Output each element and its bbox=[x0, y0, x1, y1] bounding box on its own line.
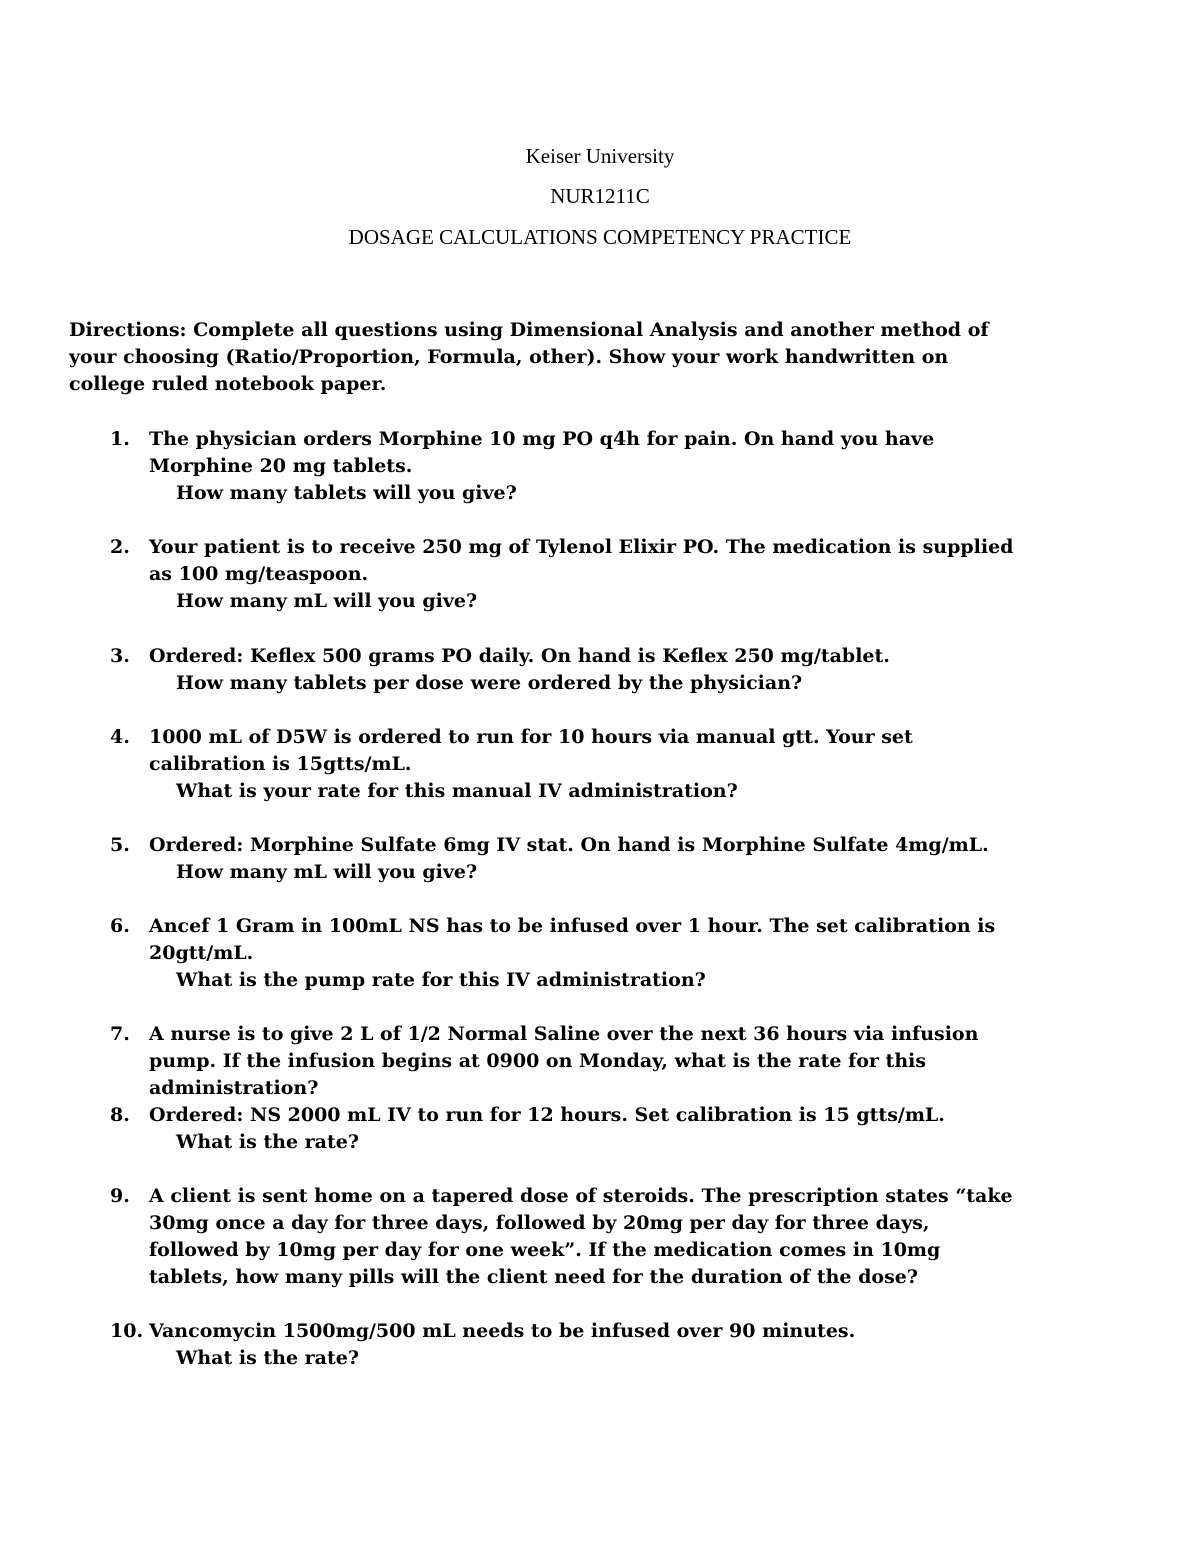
question-text: The physician orders Morphine 10 mg PO q4h for pain. On hand you have Morphine 20 mg tablets. bbox=[149, 428, 935, 477]
question-number: 3. bbox=[110, 645, 130, 667]
question-item bbox=[110, 426, 1030, 507]
question-text: Your patient is to receive 250 mg of Tylenol Elixir PO. The medication is supplied as 100 mg/teaspoon. bbox=[149, 536, 1014, 585]
question-number: 4. bbox=[110, 726, 130, 748]
question-subtext: What is the rate? bbox=[176, 1347, 359, 1369]
document-title: DOSAGE CALCULATIONS COMPETENCY PRACTICE bbox=[348, 225, 852, 249]
question-subtext: How many mL will you give? bbox=[176, 590, 478, 612]
question-number: 5. bbox=[110, 834, 130, 856]
question-number: 1. bbox=[110, 428, 130, 450]
question-item bbox=[110, 1102, 1030, 1156]
question-item bbox=[110, 832, 1030, 886]
question-item bbox=[110, 1318, 1030, 1372]
question-subtext: What is your rate for this manual IV administration? bbox=[176, 780, 738, 802]
question-text: Ordered: Keflex 500 grams PO daily. On hand is Keflex 250 mg/tablet. bbox=[149, 645, 890, 667]
question-text: Ancef 1 Gram in 100mL NS has to be infused over 1 hour. The set calibration is 20gtt/mL. bbox=[149, 915, 996, 964]
question-text: A nurse is to give 2 L of 1/2 Normal Saline over the next 36 hours via infusion pump. If the infusion begins at 0900 on Monday, what is the rate for this administration? bbox=[149, 1023, 979, 1099]
question-item bbox=[110, 534, 1030, 615]
question-number: 10. bbox=[110, 1320, 144, 1342]
question-number: 8. bbox=[110, 1104, 130, 1126]
question-text: 1000 mL of D5W is ordered to run for 10 hours via manual gtt. Your set calibration is 15gtts/mL. bbox=[149, 726, 913, 775]
question-item bbox=[110, 913, 1030, 994]
question-text: A client is sent home on a tapered dose of steroids. The prescription states “take 30mg once a day for three days, followed by 20mg per day for three days, followed by 10mg per day for one week”. If the medication comes in 10mg tablets, how many pills will the client need for the duration of the dose? bbox=[149, 1185, 1013, 1288]
question-text: Ordered: NS 2000 mL IV to run for 12 hours. Set calibration is 15 gtts/mL. bbox=[149, 1104, 945, 1126]
question-subtext: What is the rate? bbox=[176, 1131, 359, 1153]
question-number: 6. bbox=[110, 915, 130, 937]
question-item bbox=[110, 724, 1030, 805]
question-subtext: How many tablets will you give? bbox=[176, 482, 517, 504]
question-number: 9. bbox=[110, 1185, 130, 1207]
question-subtext: How many mL will you give? bbox=[176, 861, 478, 883]
question-item bbox=[110, 1183, 1030, 1291]
question-subtext: What is the pump rate for this IV administration? bbox=[176, 969, 706, 991]
question-item bbox=[110, 1021, 1030, 1102]
directions-text: Directions: Complete all questions using Dimensional Analysis and another method of your choosing (Ratio/Proportion, Formula, other). Show your work handwritten on college ruled notebook paper. bbox=[69, 319, 989, 395]
question-text: Vancomycin 1500mg/500 mL needs to be infused over 90 minutes. bbox=[149, 1320, 856, 1342]
course-code: NUR1211C bbox=[550, 184, 650, 208]
question-number: 7. bbox=[110, 1023, 130, 1045]
question-subtext: How many tablets per dose were ordered by the physician? bbox=[176, 672, 803, 694]
university-name: Keiser University bbox=[525, 144, 675, 168]
question-number: 2. bbox=[110, 536, 130, 558]
question-item bbox=[110, 643, 1030, 697]
question-text: Ordered: Morphine Sulfate 6mg IV stat. On hand is Morphine Sulfate 4mg/mL. bbox=[149, 834, 989, 856]
